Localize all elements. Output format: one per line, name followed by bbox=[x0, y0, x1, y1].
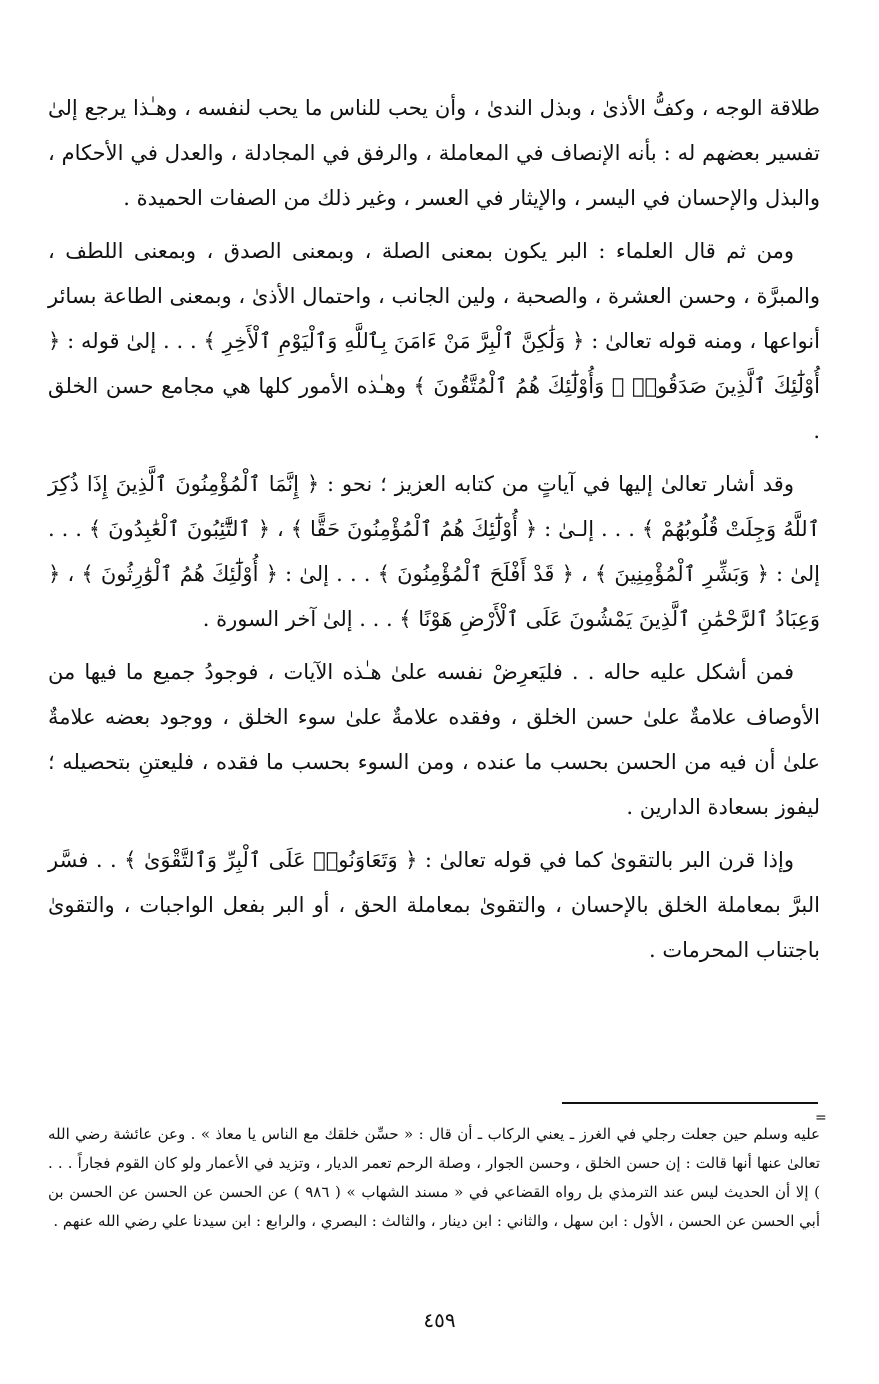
paragraph-5: وإذا قرن البر بالتقوىٰ كما في قوله تعالىٰ : ﴿ وَتَعَاوَنُوا۟ عَلَى ٱلْبِرِّ وَٱلتَّقْوَىٰ ﴾ . . فسَّر البرَّ بمعاملة الخلق بالإحسان ، والتقوىٰ بمعاملة الحق ، أو البر بفعل الواجبات ، والتقوىٰ باجتناب المحرمات . bbox=[48, 848, 820, 962]
paragraph-4: فمن أشكل عليه حاله . . فليَعرِضْ نفسه علىٰ هـٰذه الآيات ، فوجودُ جميع ما فيها من الأوصاف علامةٌ علىٰ حسن الخلق ، وفقده علامةٌ علىٰ سوء الخلق ، ووجود بعضه علامةٌ علىٰ أن فيه من الحسن بحسب ما عنده ، ومن السوء بحسب ما فقده ، فليعتنِ بتحصيله ؛ ليفوز بسعادة الدارين . bbox=[48, 660, 820, 819]
paragraph-3: وقد أشار تعالىٰ إليها في آياتٍ من كتابه العزيز ؛ نحو : ﴿ إِنَّمَا ٱلْمُؤْمِنُونَ ٱلَّذِينَ إِذَا ذُكِرَ ٱللَّهُ وَجِلَتْ قُلُوبُهُمْ ﴾ . . . إلـىٰ : ﴿ أُوْلَٰٓئِكَ هُمُ ٱلْمُؤْمِنُونَ حَقًّا ﴾ ، ﴿ ٱلتَّٰٓئِبُونَ ٱلْعَٰبِدُونَ ﴾ . . . إلىٰ : ﴿ وَبَشِّرِ ٱلْمُؤْمِنِينَ ﴾ ، ﴿ قَدْ أَفْلَحَ ٱلْمُؤْمِنُونَ ﴾ . . . إلىٰ : ﴿ أُوْلَٰٓئِكَ هُمُ ٱلْوَٰرِثُونَ ﴾ ، ﴿ وَعِبَادُ ٱلرَّحْمَٰنِ ٱلَّذِينَ يَمْشُونَ عَلَى ٱلْأَرْضِ هَوْنًا ﴾ . . . إلىٰ آخر السورة . bbox=[48, 472, 820, 631]
paragraph-2: ومن ثم قال العلماء : البر يكون بمعنى الصلة ، وبمعنى الصدق ، وبمعنى اللطف ، والمبرَّة ، وحسن العشرة ، والصحبة ، ولين الجانب ، واحتمال الأذىٰ ، وبمعنى الطاعة بسائر أنواعها ، ومنه قوله تعالىٰ : ﴿ وَلَٰكِنَّ ٱلْبِرَّ مَنْ ءَامَنَ بِٱللَّهِ وَٱلْيَوْمِ ٱلْأَخِرِ ﴾ . . . إلىٰ قوله : ﴿ أُوْلَٰٓئِكَ ٱلَّذِينَ صَدَقُوا۟ ۖ وَأُوْلَٰٓئِكَ هُمُ ٱلْمُتَّقُونَ ﴾ وهـٰذه الأمور كلها هي مجامع حسن الخلق . bbox=[48, 239, 820, 443]
main-text bbox=[48, 86, 820, 981]
paragraph-1: طلاقة الوجه ، وكفُّ الأذىٰ ، وبذل الندىٰ ، وأن يحب للناس ما يحب لنفسه ، وهـٰذا يرجع إلىٰ تفسير بعضهم له : بأنه الإنصاف في المعاملة ، والرفق في المجادلة ، والعدل في الأحكام ، والبذل والإحسان في اليسر ، والإيثار في العسر ، وغير ذلك من الصفات الحميدة . bbox=[48, 96, 820, 210]
footnote: عليه وسلم حين جعلت رجلي في الغرز ـ يعني الركاب ـ أن قال : « حسِّن خلقك مع الناس يا معاذ » . وعن عائشة رضي الله تعالىٰ عنها أنها قالت : إن حسن الخلق ، وحسن الجوار ، وصلة الرحم تعمر الديار ، وتزيد في الأعمار ولو كان القوم فجاراً . . . ) إلا أن الحديث ليس عند الترمذي بل رواه القضاعي في « مسند الشهاب » ( ٩٨٦ ) عن الحسن عن الحسن عن الحسن بن أبي الحسن عن الحسن ، الأول : ابن سهل ، والثاني : ابن دينار ، والثالث : البصري ، والرابع : ابن سيدنا علي رضي الله عنهم . bbox=[48, 1125, 820, 1230]
page-number: ٤٥٩ bbox=[423, 1308, 456, 1332]
footnote-separator bbox=[562, 1102, 818, 1104]
footnote-continuation-mark: = bbox=[815, 1110, 827, 1126]
